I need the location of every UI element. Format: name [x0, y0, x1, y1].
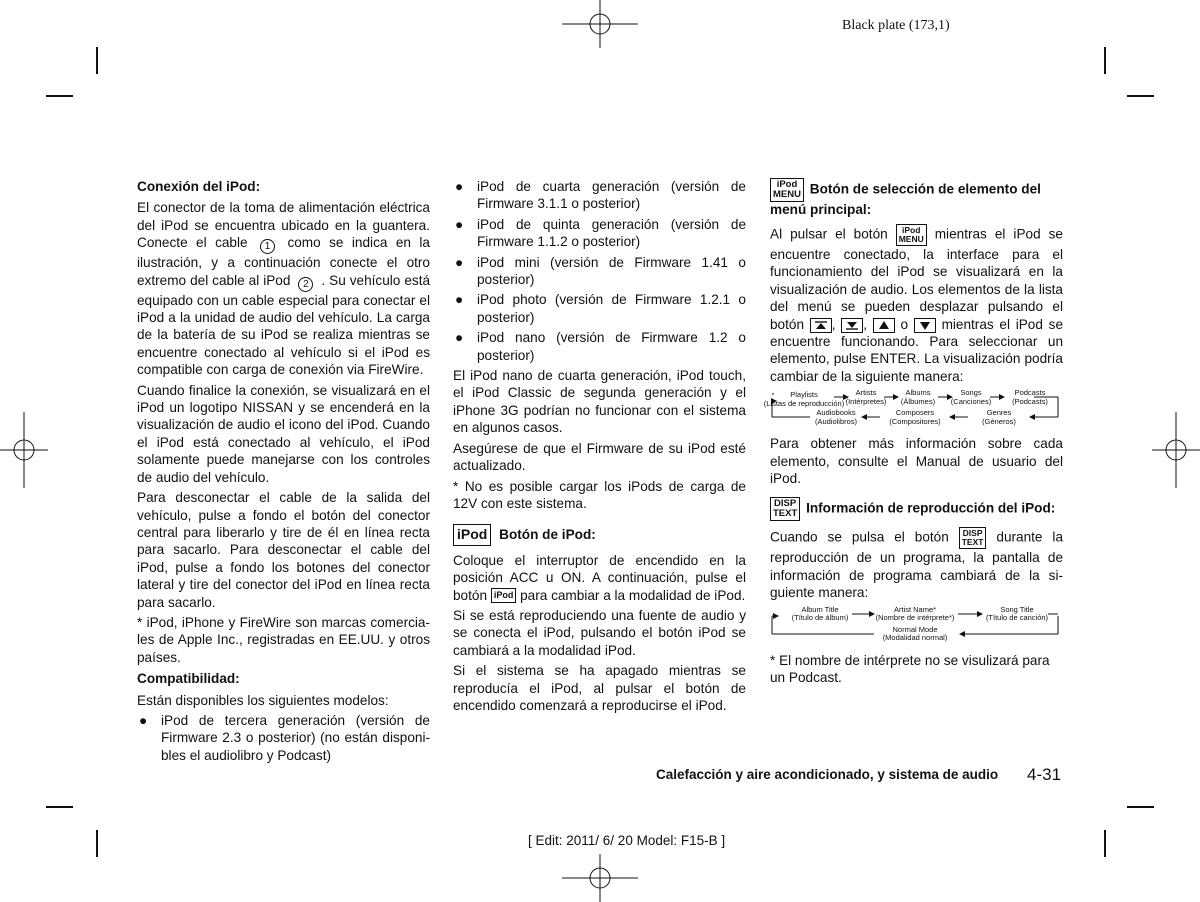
text: mientras el iPod se encuentre conectado, la interface para el funcionamiento del iPod se visualizará en la visualización de audio. Los elementos de la lista del menú se pueden desplazar pulsando el botón — [770, 226, 1063, 332]
flow-item-podcasts: Podcasts (Podcasts) — [1012, 388, 1048, 406]
playback-info-flow-diagram — [770, 606, 1060, 646]
crop-mark — [1127, 95, 1154, 97]
paragraph: * No es posible cargar los iPods de carga de 12V con este sistema. — [453, 478, 746, 511]
list-item — [453, 254, 746, 289]
bullet-icon: ● — [139, 712, 148, 728]
up-arrow-icon — [873, 318, 895, 333]
list-item-text: iPod de quinta generación (versión de Firmware 1.1.2 o posterior) — [477, 216, 746, 250]
registration-target-right — [1152, 412, 1200, 488]
flow-item-album-title: Album Title (Título de álbum) — [791, 604, 849, 623]
crop-mark — [1127, 806, 1154, 808]
flow-item-genres: Genres (Géneros) — [982, 408, 1016, 426]
text: Cuando se pulsa el botón — [770, 530, 949, 546]
paragraph: Para desconectar el cable de la salida del vehículo, pulse a fondo el botón del conector central para liberarlo y tire de él en línea recta para sacarlo. Para desconectar el cable del iPod, pulse a fondo los botones del conector lateral y tire del conector del iPod en línea recta para sacarlo. — [137, 490, 430, 610]
skip-down-icon — [841, 318, 863, 333]
crop-mark — [1104, 47, 1106, 74]
bullet-icon: ● — [455, 216, 464, 232]
flow-item-artist-name: Artist Name* (Nombre de intérprete*) — [875, 604, 955, 623]
list-item — [453, 216, 746, 251]
flow-item-audiobooks: Audiobooks (Audiolibros) — [814, 408, 858, 426]
paragraph: Si se está reproduciendo una fuente de audio y se conecta el iPod, pulsando el botón iPod se cambiará a la modalidad iPod. — [453, 607, 746, 658]
ipod-menu-button-icon: iPod MENU — [896, 224, 927, 246]
flow-item-normal-mode: Normal Mode (Modalidad normal) — [882, 624, 948, 643]
crop-mark — [96, 47, 98, 74]
text: durante la reproducción de un programa, la pantalla de información de programa cambiará de la si-guiente manera: — [770, 530, 1064, 601]
text: Al pulsar el botón — [770, 226, 888, 242]
paragraph: El iPod nano de cuarta generación, iPod touch, el iPod Classic de segunda generación y el iPhone 3G podrían no funcionar con el sistema en algunos casos. — [453, 368, 746, 436]
text: . Su vehículo está equipado con un cable especial para conectar el iPod a la unidad de audio del vehículo. La carga de la batería de su iPod se realiza mientras se encuentre conectado al vehículo si el iPod es compatible con carga de conexión via FireWire. — [137, 272, 431, 378]
heading-text: Botón de iPod: — [499, 527, 596, 543]
ipod-button-icon: iPod — [453, 524, 491, 545]
text: Coloque el interruptor de encendido en la posición ACC u ON. A continuación, pulse el botón — [453, 552, 746, 603]
text: para cambiar a la modalidad de iPod. — [520, 587, 746, 603]
text: El conector de la toma de alimentación eléctrica del iPod se encuentra ubicado en la guantera. Conecte el cable — [137, 200, 430, 251]
list-item — [137, 712, 430, 764]
paragraph: Asegúrese de que el Firmware de su iPod esté actualizado. — [453, 440, 746, 474]
list-item-text: iPod de tercera generación (versión de Firmware 2.3 o posterior) (no están disponi-bles el audiolibro y Podcast) — [161, 712, 430, 763]
list-item — [453, 291, 746, 326]
section-heading: Compatibilidad: — [137, 671, 240, 687]
text: , — [831, 316, 836, 332]
paragraph: Están disponibles los siguientes modelos: — [137, 692, 389, 708]
paragraph — [137, 199, 430, 378]
callout-number-2: 2 — [298, 277, 313, 292]
column-2 — [453, 178, 746, 717]
list-item — [453, 329, 746, 364]
text: o — [900, 316, 909, 332]
paragraph: * El nombre de intérprete no se visulizará para un Podcast. — [770, 652, 1050, 686]
paragraph — [770, 527, 1063, 601]
edit-info: [ Edit: 2011/ 6/ 20 Model: F15-B ] — [528, 833, 726, 848]
menu-flow-diagram — [763, 388, 1060, 429]
crop-mark — [96, 830, 98, 857]
ipod-menu-button-icon: iPod MENU — [770, 178, 804, 202]
skip-up-icon — [810, 318, 832, 333]
disp-text-button-icon: DISP TEXT — [959, 527, 987, 549]
paragraph: Para obtener más información sobre cada elemento, consulte el Manual de usuario del iPod. — [770, 436, 1063, 487]
crop-mark — [46, 95, 73, 97]
text: mientras el iPod se encuentre funcionando. Para seleccionar un elemento, pulse ENTER. La visualización podría cambiar de la siguiente manera: — [770, 316, 1064, 384]
page-number: 4-31 — [1027, 765, 1062, 784]
list-item-text: iPod nano (versión de Firmware 1.2 o posterior) — [477, 330, 746, 363]
paragraph — [770, 224, 1063, 385]
column-1 — [137, 178, 430, 767]
down-arrow-icon — [914, 318, 936, 333]
paragraph: * iPod, iPhone y FireWire son marcas comercia-les de Apple Inc., registradas en EE.UU. y otros países. — [137, 614, 430, 665]
flow-item-composers: Composers (Compositores) — [889, 408, 941, 426]
flow-item-albums: Albums (Álbumes) — [900, 388, 936, 406]
registration-target-left — [0, 412, 48, 488]
crop-mark — [46, 806, 73, 808]
bullet-icon: ● — [455, 330, 464, 346]
heading-text: Botón de selección de elemento del menú principal: — [770, 181, 1041, 217]
paragraph: Si el sistema se ha apagado mientras se reproducía el iPod, al pulsar el botón de encendido comenzará a reproducirse el iPod. — [453, 663, 746, 713]
registration-target-bottom — [562, 854, 638, 902]
heading-text: Información de reproducción del iPod: — [806, 501, 1056, 517]
registration-target-top — [562, 0, 638, 48]
callout-number-1: 1 — [260, 239, 275, 254]
section-heading — [770, 178, 1063, 218]
list-item-text: iPod photo (versión de Firmware 1.2.1 o posterior) — [477, 292, 746, 325]
paragraph: Cuando finalice la conexión, se visualizará en el iPod un logotipo NISSAN y se encenderá en la visualización de audio el icono del iPod. Cuando el iPod está conectado al vehículo, el iPod solamente puede manejarse con los controles de audio del vehículo. — [137, 382, 430, 485]
section-heading — [770, 497, 1063, 521]
footer-section-title: Calefacción y aire acondicionado, y sistema de audio — [656, 767, 999, 782]
disp-text-button-icon: DISP TEXT — [770, 497, 800, 521]
list-item-text: iPod mini (versión de Firmware 1.41 o posterior) — [477, 254, 746, 288]
flow-item-playlists: Playlists (Listas de reproducción) — [763, 390, 845, 408]
bullet-icon: ● — [455, 179, 464, 194]
flow-item-artists: Artists (Intérpretes) — [845, 388, 887, 406]
list-item — [453, 178, 746, 213]
section-heading — [453, 524, 746, 545]
crop-mark — [1104, 830, 1106, 857]
flow-item-song-title: Song Title (Título de canción) — [985, 604, 1049, 623]
paragraph — [453, 552, 746, 604]
flow-item-songs: Songs (Canciones) — [950, 388, 992, 406]
text: , — [863, 316, 868, 332]
column-3 — [763, 178, 1064, 690]
list-item-text: iPod de cuarta generación (versión de Firmware 3.1.1 o posterior) — [477, 179, 746, 212]
plate-label: Black plate (173,1) — [842, 18, 950, 33]
bullet-icon: ● — [455, 254, 464, 270]
ipod-button-icon: iPod — [491, 588, 517, 603]
text: como se indica en la ilustración, y a continuación conecte el otro extremo del cable al iPod — [137, 235, 430, 288]
bullet-icon: ● — [455, 292, 464, 308]
section-heading: Conexión del iPod: — [137, 179, 261, 194]
